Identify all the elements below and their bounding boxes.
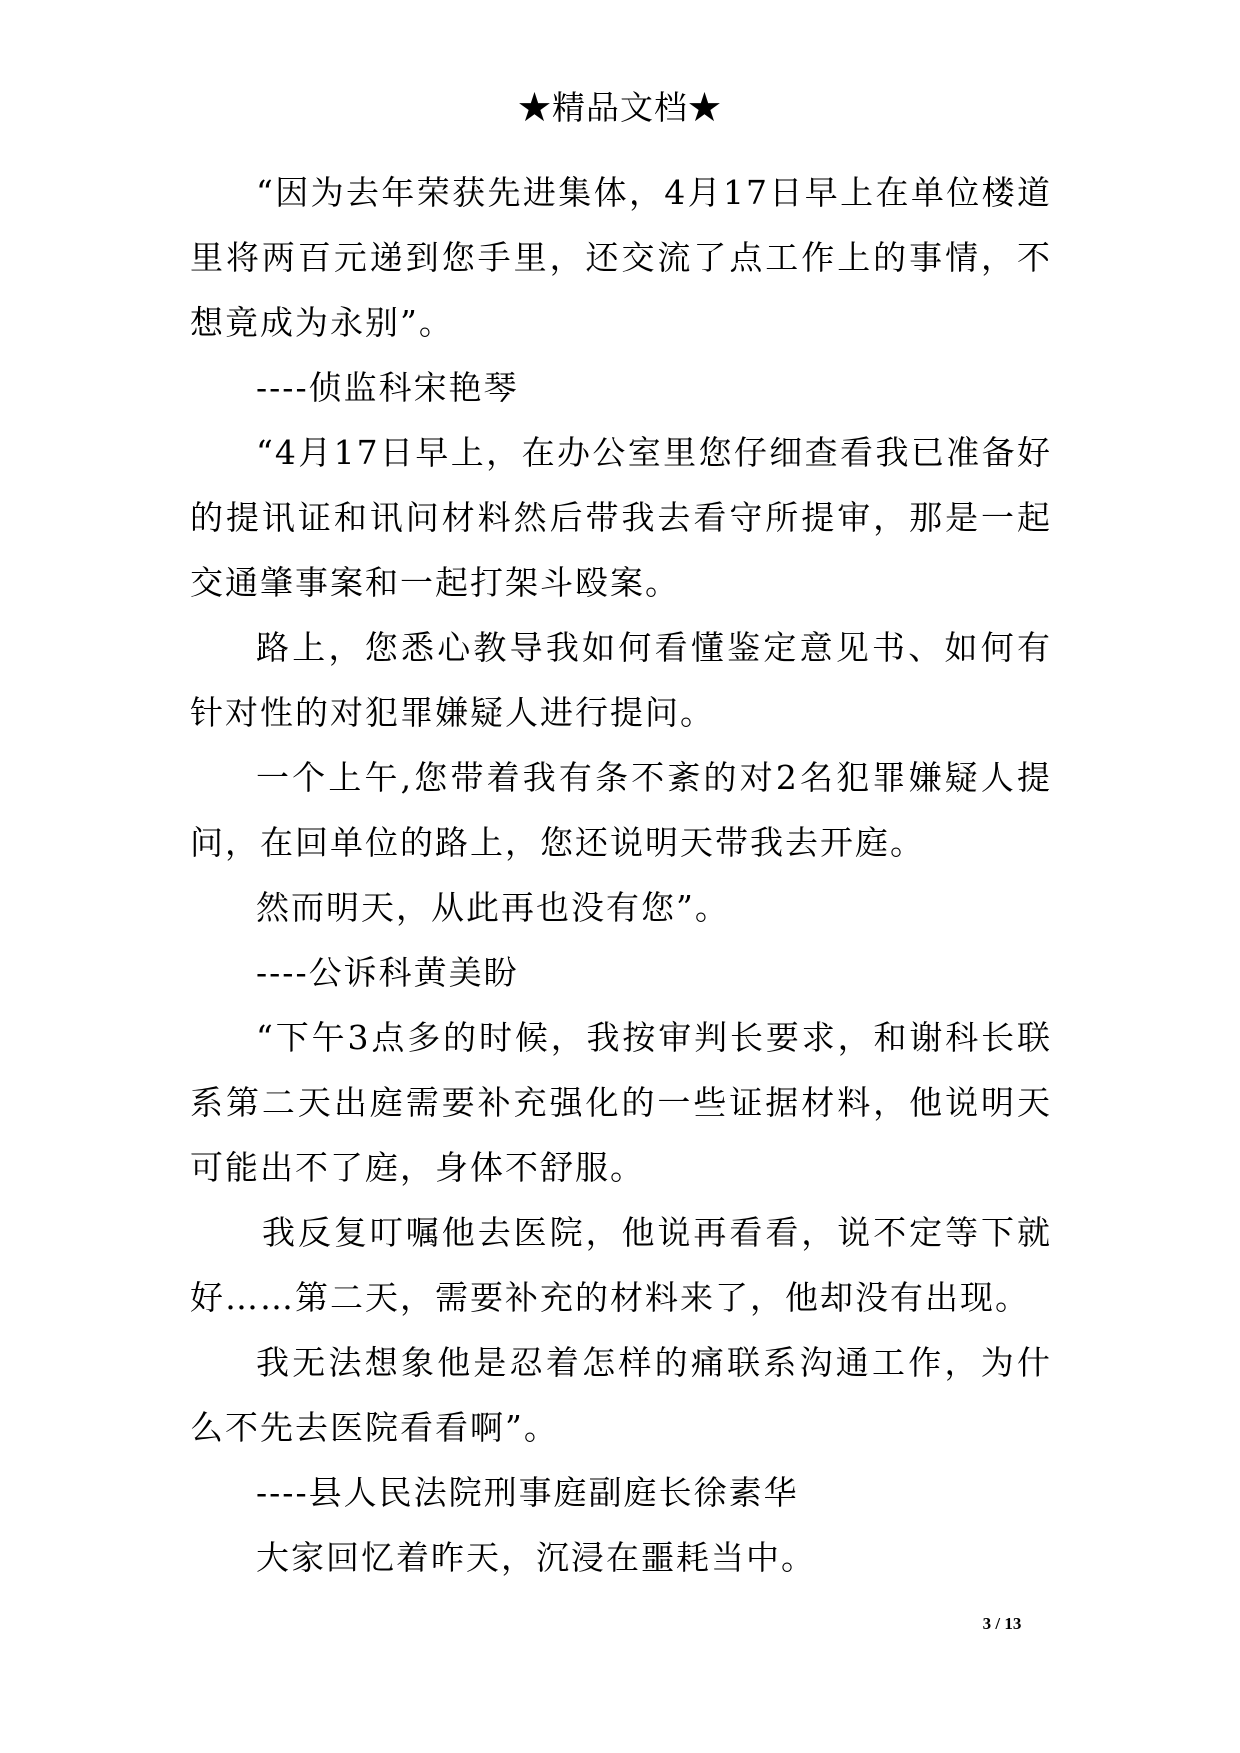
page-header-title: ★精品文档★ (518, 88, 722, 127)
signature-line: ----侦监科宋艳琴 (256, 368, 519, 407)
paragraph: “4月17日早上，在办公室里您仔细查看我已准备好的提讯证和讯问材料然后带我去看守所提审，那是一起交通肇事案和一起打架斗殴案。 (190, 433, 1052, 602)
paragraph: 我无法想象他是忍着怎样的痛联系沟通工作，为什么不先去医院看看啊”。 (190, 1343, 1052, 1447)
signature-line: ----县人民法院刑事庭副庭长徐素华 (256, 1473, 799, 1512)
document-body (190, 160, 1052, 1590)
paragraph: 一个上午,您带着我有条不紊的对2名犯罪嫌疑人提问，在回单位的路上，您还说明天带我去开庭。 (190, 758, 1052, 862)
signature-line: ----公诉科黄美盼 (256, 953, 519, 992)
paragraph: 路上，您悉心教导我如何看懂鉴定意见书、如何有针对性的对犯罪嫌疑人进行提问。 (190, 628, 1052, 732)
paragraph: 我反复叮嘱他去医院，他说再看看，说不定等下就好……第二天，需要补充的材料来了，他却没有出现。 (190, 1213, 1052, 1317)
page-number: 3 / 13 (982, 1614, 1022, 1633)
paragraph: “下午3点多的时候，我按审判长要求，和谢科长联系第二天出庭需要补充强化的一些证据材料，他说明天可能出不了庭，身体不舒服。 (190, 1018, 1052, 1187)
paragraph: 大家回忆着昨天，沉浸在噩耗当中。 (256, 1538, 816, 1577)
paragraph: 然而明天，从此再也没有您”。 (256, 888, 730, 927)
paragraph: “因为去年荣获先进集体，4月17日早上在单位楼道里将两百元递到您手里，还交流了点工作上的事情，不想竟成为永别”。 (190, 173, 1052, 342)
